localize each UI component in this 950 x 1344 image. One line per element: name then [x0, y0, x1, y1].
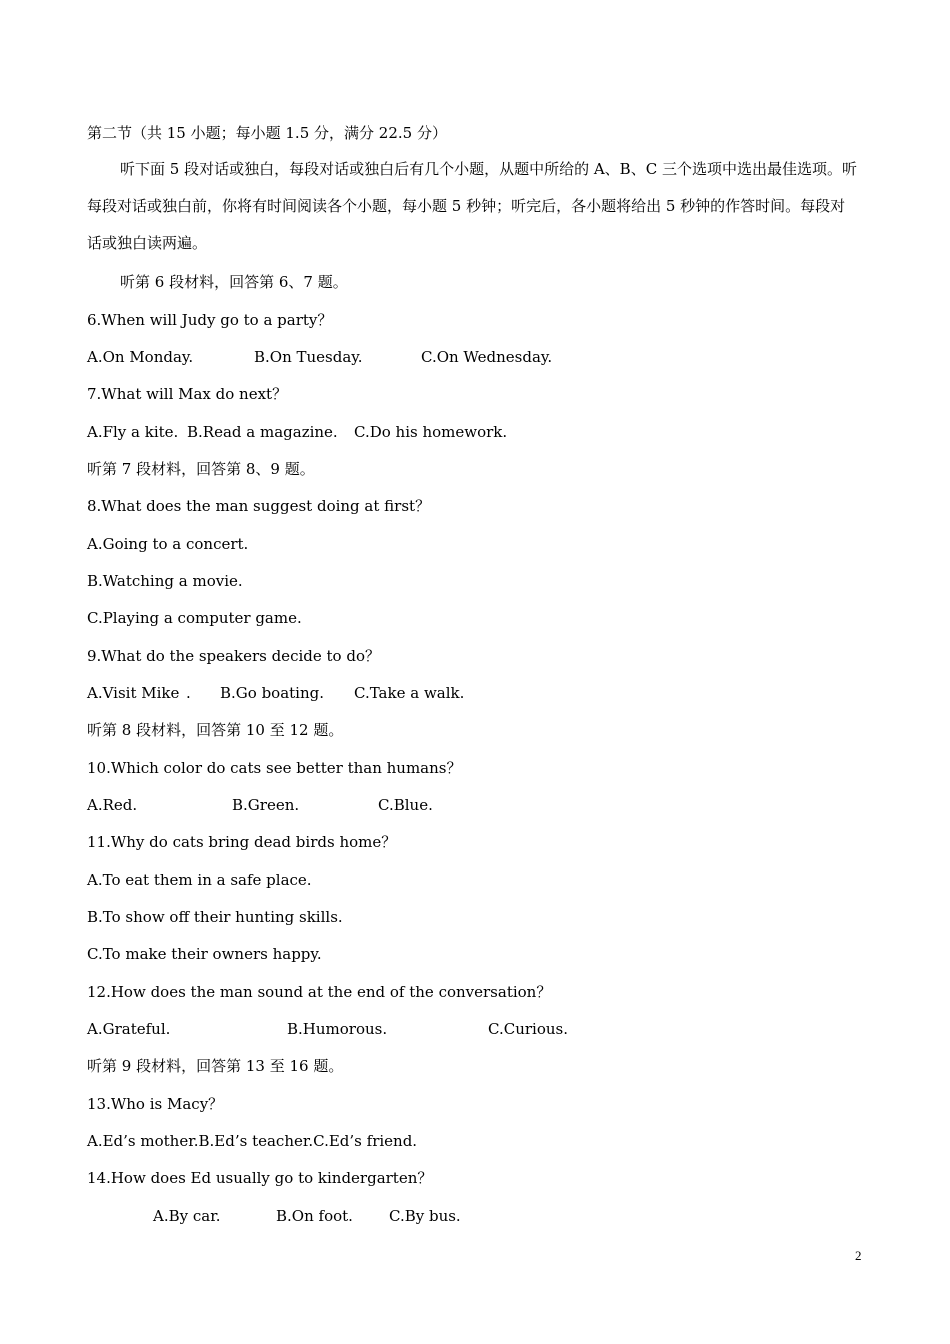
option-a-dot: . [186, 684, 191, 702]
option-c: C.By bus. [389, 1207, 461, 1225]
question-13-options: A.Ed’s mother.B.Ed’s teacher.C.Ed’s friend. [87, 1132, 418, 1150]
option-a: A.Fly a kite. [87, 423, 179, 441]
option-a: A.Grateful. [87, 1020, 171, 1038]
section-header: 第二节（共 15 小题；每小题 1.5 分，满分 22.5 分） [87, 124, 447, 142]
option-a: A.On Monday. [87, 348, 194, 366]
question-13: 13.Who is Macy？ [87, 1095, 224, 1113]
option-b: B.On foot. [276, 1207, 353, 1225]
option-c: C.On Wednesday. [421, 348, 553, 366]
option-b: B.Go boating. [220, 684, 325, 702]
question-10: 10.Which color do cats see better than humans？ [87, 759, 462, 777]
option-a: A.By car. [153, 1207, 221, 1225]
segment-9-heading: 听第 9 段材料，回答第 13 至 16 题。 [87, 1057, 344, 1075]
question-11-option-c: C.To make their owners happy. [87, 945, 322, 963]
option-a: A.Red. [87, 796, 138, 814]
question-8: 8.What does the man suggest doing at first？ [87, 497, 431, 515]
option-b: B.Green. [232, 796, 300, 814]
question-11-option-b: B.To show off their hunting skills. [87, 908, 343, 926]
question-6: 6.When will Judy go to a party？ [87, 311, 333, 329]
question-8-option-a: A.Going to a concert. [87, 535, 249, 553]
question-12: 12.How does the man sound at the end of the conversation？ [87, 983, 552, 1001]
option-b: B.On Tuesday. [254, 348, 363, 366]
question-14: 14.How does Ed usually go to kindergarten？ [87, 1169, 433, 1187]
question-11: 11.Why do cats bring dead birds home？ [87, 833, 397, 851]
question-8-option-c: C.Playing a computer game. [87, 609, 302, 627]
question-9: 9.What do the speakers decide to do？ [87, 647, 380, 665]
option-c: C.Do his homework. [354, 423, 508, 441]
question-11-option-a: A.To eat them in a safe place. [87, 871, 312, 889]
segment-8-heading: 听第 8 段材料，回答第 10 至 12 题。 [87, 721, 344, 739]
question-7: 7.What will Max do next？ [87, 385, 288, 403]
option-a: A.Visit Mike [87, 684, 180, 702]
segment-7-heading: 听第 7 段材料，回答第 8、9 题。 [87, 460, 315, 478]
page-number: 2 [855, 1248, 862, 1263]
option-c: C.Curious. [488, 1020, 568, 1038]
option-c: C.Blue. [378, 796, 433, 814]
instructions-paragraph: 听下面 5 段对话或独白，每段对话或独白后有几个小题，从题中所给的 A、B、C 三个选项中选出最佳选项。听每段对话或独白前，你将有时间阅读各个小题，每小题 5 秒钟；听完后，各小题将给出 5 秒钟的作答时间。每段对话或独白读两遍。 [87, 160, 857, 252]
option-c: C.Take a walk. [354, 684, 465, 702]
question-8-option-b: B.Watching a movie. [87, 572, 243, 590]
option-b: B.Read a magazine. [187, 423, 338, 441]
option-b: B.Humorous. [287, 1020, 388, 1038]
segment-6-heading: 听第 6 段材料，回答第 6、7 题。 [120, 273, 348, 291]
